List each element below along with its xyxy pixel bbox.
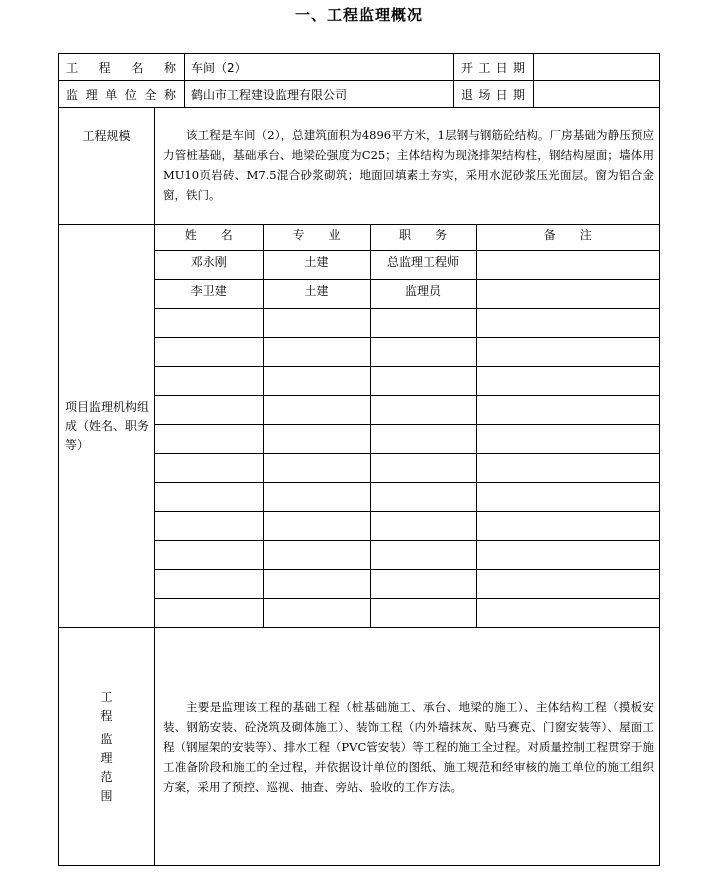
exit-date-value bbox=[534, 81, 660, 108]
exit_date_label-char: 退 bbox=[461, 87, 474, 102]
scope-label-char: 围 bbox=[100, 788, 113, 803]
empty-cell bbox=[476, 367, 659, 396]
org-members-table bbox=[155, 225, 659, 627]
empty-cell bbox=[155, 512, 263, 541]
empty-cell bbox=[155, 367, 263, 396]
project_name_label-char: 称 bbox=[163, 60, 176, 75]
empty-cell bbox=[263, 396, 370, 425]
org-empty-row bbox=[155, 425, 659, 454]
empty-cell bbox=[476, 338, 659, 367]
header-position: 职 务 bbox=[370, 225, 476, 251]
member-specialty: 土建 bbox=[263, 280, 370, 309]
exit_date_label-char: 日 bbox=[495, 87, 508, 102]
empty-cell bbox=[476, 309, 659, 338]
supervision-unit-value: 鹤山市工程建设监理有限公司 bbox=[185, 81, 454, 108]
project_name_label-char: 工 bbox=[66, 60, 79, 75]
unit_label-char: 监 bbox=[66, 87, 79, 102]
org-empty-row bbox=[155, 396, 659, 425]
unit_label-char: 位 bbox=[124, 87, 137, 102]
org-empty-row bbox=[155, 570, 659, 599]
empty-cell bbox=[476, 425, 659, 454]
project_name_label-char: 名 bbox=[131, 60, 144, 75]
scope-cell bbox=[155, 628, 660, 866]
start_date_label-char: 期 bbox=[512, 60, 525, 75]
empty-cell bbox=[476, 541, 659, 570]
empty-cell bbox=[263, 338, 370, 367]
member-remarks bbox=[476, 251, 659, 280]
empty-cell bbox=[370, 599, 476, 628]
empty-cell bbox=[370, 454, 476, 483]
header-specialty: 专 业 bbox=[263, 225, 370, 251]
empty-cell bbox=[155, 599, 263, 628]
project-scale-text: 该工程是车间（2），总建筑面积为4896平方米，1层钢与钢筋砼结构。厂房基础为静压预应力管桩基础，基础承台、地梁砼强度为C25；主体结构为现浇排架结构柱，钢结构屋面；墙体用MU10页岩砖、M7.5混合砂浆砌筑；地面回填素土夯实，采用水泥砂浆压光面层。窗为铝合金窗，铁门。 bbox=[163, 128, 654, 202]
org-empty-row bbox=[155, 483, 659, 512]
empty-cell bbox=[263, 570, 370, 599]
empty-cell bbox=[155, 570, 263, 599]
empty-cell bbox=[476, 512, 659, 541]
empty-cell bbox=[155, 483, 263, 512]
project-scale-label: 工程规模 bbox=[59, 108, 155, 225]
page-title: 一、工程监理概况 bbox=[294, 6, 423, 24]
member-name: 邓永刚 bbox=[155, 251, 263, 280]
empty-cell bbox=[370, 309, 476, 338]
scope-label-char: 程 bbox=[100, 708, 113, 723]
empty-cell bbox=[370, 367, 476, 396]
project-scale-cell bbox=[155, 108, 660, 225]
empty-cell bbox=[370, 425, 476, 454]
member-remarks bbox=[476, 280, 659, 309]
empty-cell bbox=[476, 483, 659, 512]
empty-cell bbox=[263, 512, 370, 541]
empty-cell bbox=[370, 541, 476, 570]
empty-cell bbox=[370, 483, 476, 512]
empty-cell bbox=[263, 483, 370, 512]
org-empty-row bbox=[155, 541, 659, 570]
empty-cell bbox=[370, 570, 476, 599]
scope-label-char: 监 bbox=[100, 731, 113, 746]
project_name_label-char: 程 bbox=[98, 60, 111, 75]
scope-text: 主要是监理该工程的基础工程（桩基础施工、承台、地梁的施工）、主体结构工程（摸板安装、钢筋安装、砼浇筑及砌体施工）、装饰工程（内外墙抹灰、贴马赛克、门窗安装等）、屋面工程（钢屋架的安装等）、排水工程（PVC管安装）等工程的施工全过程。对质量控制工程贯穿于施工准备阶段和施工的全过程，并依据设计单位的图纸、施工规范和经审核的施工单位的施工组织方案，采用了预控、巡视、抽查、旁站、验收的工作方法。 bbox=[163, 699, 654, 794]
org-members-cell bbox=[155, 225, 660, 628]
empty-cell bbox=[370, 512, 476, 541]
org-empty-row bbox=[155, 512, 659, 541]
unit_label-char: 单 bbox=[105, 87, 118, 102]
empty-cell bbox=[263, 309, 370, 338]
empty-cell bbox=[155, 454, 263, 483]
member-position: 监理员 bbox=[370, 280, 476, 309]
start-date-label bbox=[454, 54, 534, 81]
org-label: 项目监理机构组成（姓名、职务等） bbox=[59, 225, 155, 628]
org-empty-row bbox=[155, 367, 659, 396]
supervision-unit-label bbox=[59, 81, 185, 108]
member-name: 李卫建 bbox=[155, 280, 263, 309]
empty-cell bbox=[263, 454, 370, 483]
member-position: 总监理工程师 bbox=[370, 251, 476, 280]
org-header-row bbox=[155, 225, 659, 251]
empty-cell bbox=[476, 599, 659, 628]
project-name-value: 车间（2） bbox=[185, 54, 454, 81]
scope-label-char: 理 bbox=[100, 750, 113, 765]
empty-cell bbox=[263, 425, 370, 454]
org-empty-row bbox=[155, 454, 659, 483]
member-specialty: 土建 bbox=[263, 251, 370, 280]
org-empty-row bbox=[155, 338, 659, 367]
empty-cell bbox=[370, 396, 476, 425]
exit_date_label-char: 期 bbox=[512, 87, 525, 102]
org-empty-row bbox=[155, 309, 659, 338]
empty-cell bbox=[155, 396, 263, 425]
empty-cell bbox=[476, 570, 659, 599]
header-remarks: 备 注 bbox=[476, 225, 659, 251]
scope-label-char: 范 bbox=[100, 769, 113, 784]
empty-cell bbox=[263, 541, 370, 570]
start_date_label-char: 开 bbox=[461, 60, 474, 75]
empty-cell bbox=[155, 425, 263, 454]
exit_date_label-char: 场 bbox=[478, 87, 491, 102]
scope-label-char: 工 bbox=[100, 689, 113, 704]
unit_label-char: 全 bbox=[144, 87, 157, 102]
header-name: 姓 名 bbox=[184, 228, 233, 242]
exit-date-label bbox=[454, 81, 534, 108]
project-name-label bbox=[59, 54, 185, 81]
supervision-overview-table bbox=[58, 53, 660, 866]
empty-cell bbox=[155, 541, 263, 570]
empty-cell bbox=[263, 367, 370, 396]
org-member-row bbox=[155, 251, 659, 280]
empty-cell bbox=[263, 599, 370, 628]
unit_label-char: 称 bbox=[163, 87, 176, 102]
empty-cell bbox=[155, 338, 263, 367]
org-empty-row bbox=[155, 599, 659, 628]
start_date_label-char: 工 bbox=[478, 60, 491, 75]
unit_label-char: 理 bbox=[85, 87, 98, 102]
empty-cell bbox=[155, 309, 263, 338]
start-date-value bbox=[534, 54, 660, 81]
org-member-row bbox=[155, 280, 659, 309]
scope-label bbox=[59, 628, 155, 866]
empty-cell bbox=[370, 338, 476, 367]
empty-cell bbox=[476, 454, 659, 483]
start_date_label-char: 日 bbox=[495, 60, 508, 75]
empty-cell bbox=[476, 396, 659, 425]
